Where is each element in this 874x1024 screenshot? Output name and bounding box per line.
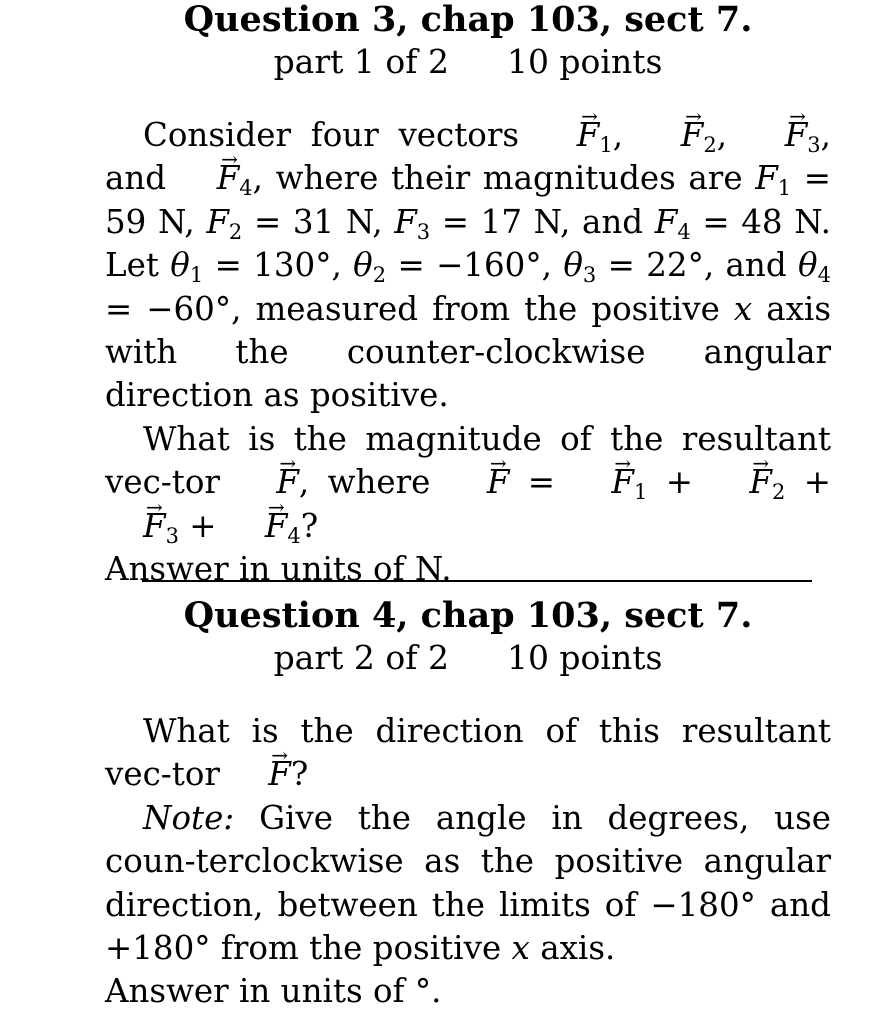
question-3-question: What is the magnitude of the resultant vec-tor → F, where → F = → $F_1$ + → $F_2$ + → $F_3$ + → $F_4$? [105,418,831,548]
question-divider [142,580,812,582]
question-4-part: part 2 of 2 [273,638,449,677]
statement-let: Let [105,246,159,285]
question-4-points: 10 points [506,638,663,677]
theta1-value: 130°, [253,246,342,285]
statement-measure: measured from the positive [255,289,720,328]
question-3-points: 10 points [506,42,663,81]
theta2-value: −160°, [436,246,552,285]
theta4-value: −60°, [146,289,242,328]
question-3-statement: Consider four vectors → $F_1$, → $F_2$, → $F_3$, and → $F_4$, where their magnitudes are $F_1 = 59$ N, $F_2 = 31$ N, $F_3 = 17$ N, and $F_4 = 48$ N. Let $\theta_1 = 130^\circ$, $\theta_2 = -160^\circ$, $\theta_3 = 22^\circ$, and $\theta_4 = -60^\circ$, measured from the positive x axis with the counter-clockwise angular direction as positive. [105,114,831,418]
statement-magnitudes: where their magnitudes are [275,159,743,198]
f1-value: 59 N, [105,202,195,241]
f4-value: 48 N. [741,202,831,241]
theta3-value: 22°, and [646,246,787,285]
question-4 [105,596,831,1014]
statement-intro: Consider four vectors [143,116,520,154]
question-4-answer-units: Answer in units of °. [105,972,442,1011]
question-3 [105,0,831,591]
question-4-question: What is the direction of this resultant vec-tor → F? [105,710,831,797]
note-text: Give the angle in degrees, use coun-terclockwise as the positive angular direction, between the limits of −180° and +180° from the positive [105,798,831,968]
f2-value: 31 N, [292,202,383,241]
question-3-subtitle [105,40,831,84]
statement-axis: axis with the counter-clockwise angular direction as positive. [105,289,831,415]
question-4-title: Question 4, chap 103, sect 7. [183,595,753,636]
f3-value: 17 N, and [480,202,644,241]
question-3-text: What is the magnitude of the resultant vec-tor [105,419,831,502]
question-3-title: Question 3, chap 103, sect 7. [183,0,753,40]
question-4-text: What is the direction of this resultant vec-tor [105,712,831,794]
question-3-where: where [327,463,431,502]
note-label: Note: [143,798,235,837]
question-4-subtitle [105,636,831,680]
question-4-note: Note: Give the angle in degrees, use coun-terclockwise as the positive angular direction, between the limits of −180° and +180° from the positive x axis. [105,798,831,968]
question-3-part: part 1 of 2 [273,42,449,81]
note-axis: axis. [540,929,616,968]
question-3-answer-units: Answer in units of N. [105,550,452,589]
